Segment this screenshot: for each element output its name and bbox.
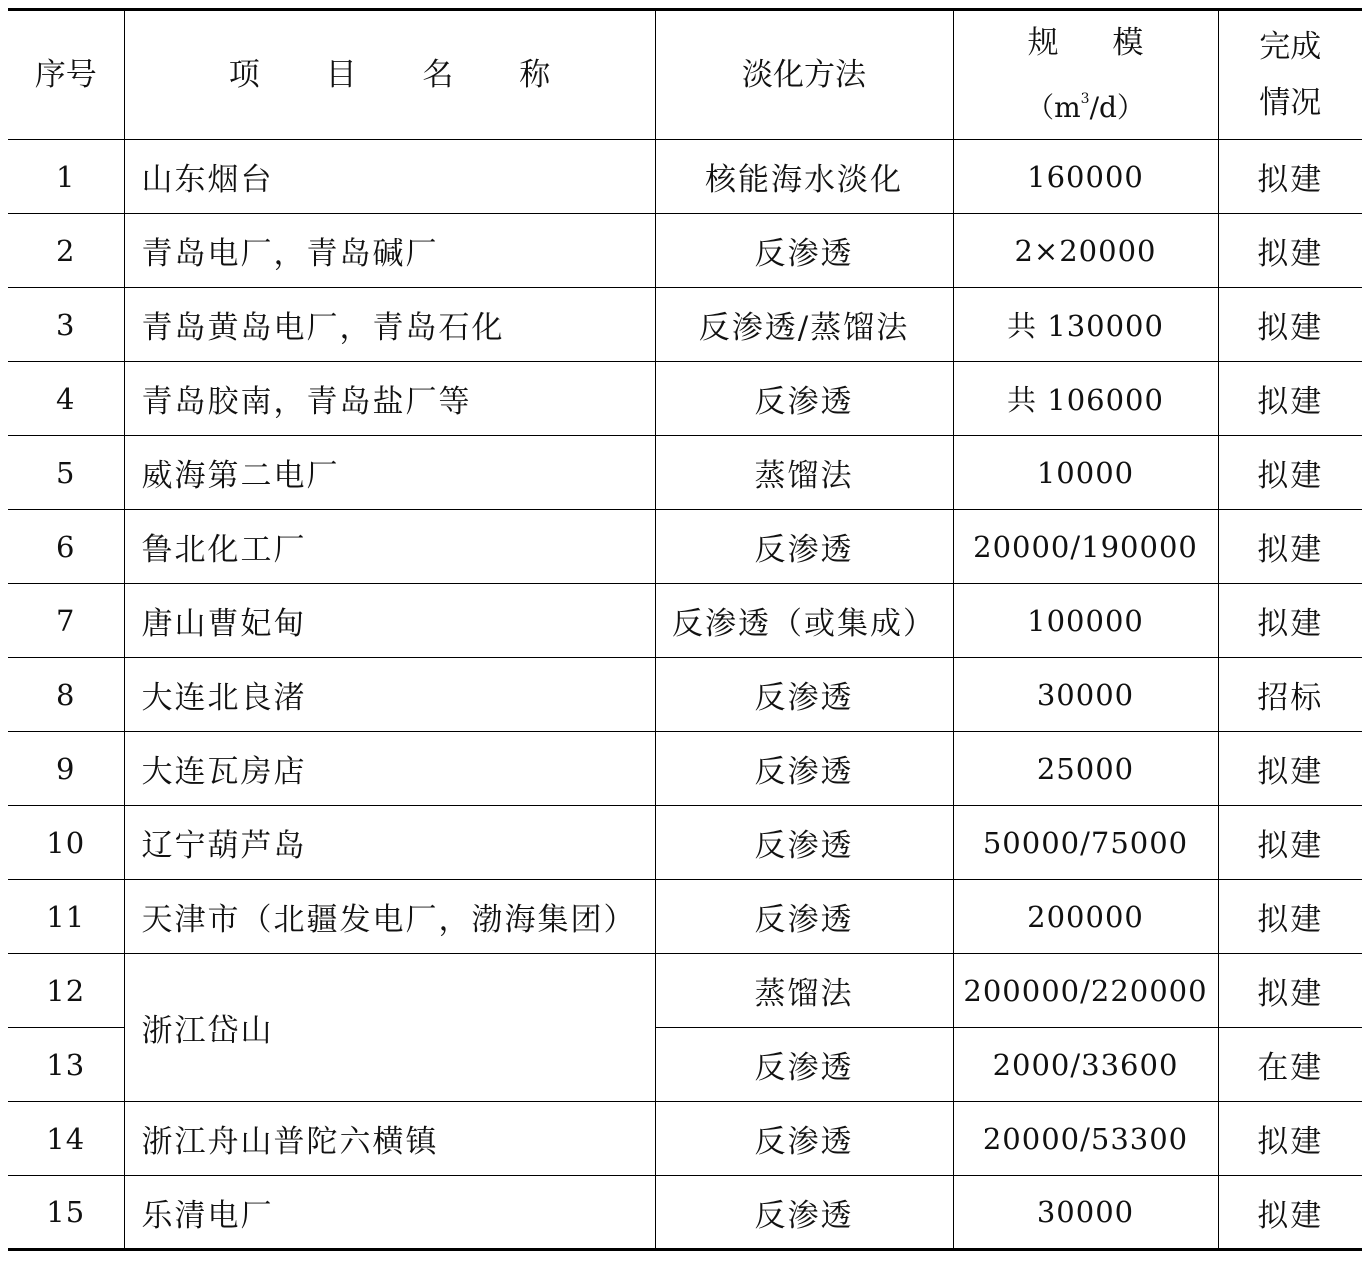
- row-seq: 10: [8, 806, 124, 880]
- row-seq: 7: [8, 584, 124, 658]
- row-scale: 共 130000: [953, 288, 1218, 362]
- row-status: 拟建: [1218, 362, 1362, 436]
- row-scale: 100000: [953, 584, 1218, 658]
- row-project-name: 山东烟台: [124, 140, 655, 214]
- row-project-name: 浙江岱山: [124, 954, 655, 1102]
- header-status-line2: 情况: [1259, 85, 1322, 121]
- row-scale: 30000: [953, 658, 1218, 732]
- header-seq: 序号: [8, 10, 124, 140]
- table-row: [8, 362, 1362, 436]
- row-method: 核能海水淡化: [655, 140, 953, 214]
- row-status: 拟建: [1218, 806, 1362, 880]
- row-scale: 160000: [953, 140, 1218, 214]
- row-scale: 50000/75000: [953, 806, 1218, 880]
- table-row: [8, 288, 1362, 362]
- row-seq: 11: [8, 880, 124, 954]
- row-project-name: 辽宁葫芦岛: [124, 806, 655, 880]
- row-method: 反渗透: [655, 1176, 953, 1250]
- row-scale: 2×20000: [953, 214, 1218, 288]
- row-status: 拟建: [1218, 954, 1362, 1028]
- header-status-line1: 完成: [1259, 29, 1322, 65]
- row-method: 反渗透（或集成）: [655, 584, 953, 658]
- header-row: [8, 10, 1362, 140]
- row-method: 反渗透: [655, 880, 953, 954]
- row-status: 拟建: [1218, 880, 1362, 954]
- row-project-name: 唐山曹妃甸: [124, 584, 655, 658]
- row-project-name: 浙江舟山普陀六横镇: [124, 1102, 655, 1176]
- table-row: [8, 214, 1362, 288]
- header-scale: [953, 10, 1218, 140]
- header-method: 淡化方法: [655, 10, 953, 140]
- row-project-name: 鲁北化工厂: [124, 510, 655, 584]
- table-row: [8, 436, 1362, 510]
- header-scale-title: 规 模: [1027, 24, 1166, 61]
- row-status: 拟建: [1218, 436, 1362, 510]
- row-seq: 3: [8, 288, 124, 362]
- row-status: 拟建: [1218, 1176, 1362, 1250]
- row-method: 反渗透: [655, 214, 953, 288]
- table-row: [8, 1102, 1362, 1176]
- row-project-name: 青岛胶南，青岛盐厂等: [124, 362, 655, 436]
- row-scale: 200000: [953, 880, 1218, 954]
- row-status: 拟建: [1218, 288, 1362, 362]
- row-scale: 200000/220000: [953, 954, 1218, 1028]
- table-row: [8, 140, 1362, 214]
- table-row: [8, 1176, 1362, 1250]
- row-method: 反渗透/蒸馏法: [655, 288, 953, 362]
- row-project-name: 大连北良渚: [124, 658, 655, 732]
- row-project-name: 威海第二电厂: [124, 436, 655, 510]
- row-method: 反渗透: [655, 362, 953, 436]
- row-seq: 13: [8, 1028, 124, 1102]
- row-scale: 25000: [953, 732, 1218, 806]
- row-seq: 6: [8, 510, 124, 584]
- table-row: [8, 732, 1362, 806]
- row-status: 拟建: [1218, 140, 1362, 214]
- row-scale: 20000/53300: [953, 1102, 1218, 1176]
- row-method: 反渗透: [655, 732, 953, 806]
- header-project-name: 项 目 名 称: [124, 10, 655, 140]
- row-seq: 14: [8, 1102, 124, 1176]
- row-method: 反渗透: [655, 806, 953, 880]
- row-seq: 9: [8, 732, 124, 806]
- table-row: [8, 510, 1362, 584]
- row-status: 招标: [1218, 658, 1362, 732]
- row-status: 拟建: [1218, 214, 1362, 288]
- row-status: 拟建: [1218, 584, 1362, 658]
- row-method: 蒸馏法: [655, 954, 953, 1028]
- row-seq: 15: [8, 1176, 124, 1250]
- header-scale-unit: $(m^3/d)$: [1026, 90, 1145, 124]
- row-status: 拟建: [1218, 510, 1362, 584]
- row-method: 反渗透: [655, 1028, 953, 1102]
- row-seq: 2: [8, 214, 124, 288]
- row-method: 反渗透: [655, 658, 953, 732]
- table-container: [8, 8, 1362, 1251]
- row-status: 拟建: [1218, 732, 1362, 806]
- row-project-name: 大连瓦房店: [124, 732, 655, 806]
- table-row: [8, 806, 1362, 880]
- row-method: 反渗透: [655, 1102, 953, 1176]
- row-project-name: 青岛电厂，青岛碱厂: [124, 214, 655, 288]
- row-seq: 4: [8, 362, 124, 436]
- row-scale: 30000: [953, 1176, 1218, 1250]
- row-scale: 共 106000: [953, 362, 1218, 436]
- desalination-projects-table: [8, 8, 1362, 1251]
- table-row: [8, 954, 1362, 1028]
- header-status: [1218, 10, 1362, 140]
- row-status: 在建: [1218, 1028, 1362, 1102]
- row-status: 拟建: [1218, 1102, 1362, 1176]
- row-project-name: 乐清电厂: [124, 1176, 655, 1250]
- row-project-name: 天津市（北疆发电厂，渤海集团）: [124, 880, 655, 954]
- row-project-name: 青岛黄岛电厂，青岛石化: [124, 288, 655, 362]
- table-row: [8, 584, 1362, 658]
- table-row: [8, 658, 1362, 732]
- row-seq: 12: [8, 954, 124, 1028]
- row-method: 反渗透: [655, 510, 953, 584]
- table-row: [8, 880, 1362, 954]
- row-scale: 10000: [953, 436, 1218, 510]
- row-scale: 20000/190000: [953, 510, 1218, 584]
- row-method: 蒸馏法: [655, 436, 953, 510]
- row-seq: 5: [8, 436, 124, 510]
- row-scale: 2000/33600: [953, 1028, 1218, 1102]
- row-seq: 8: [8, 658, 124, 732]
- row-seq: 1: [8, 140, 124, 214]
